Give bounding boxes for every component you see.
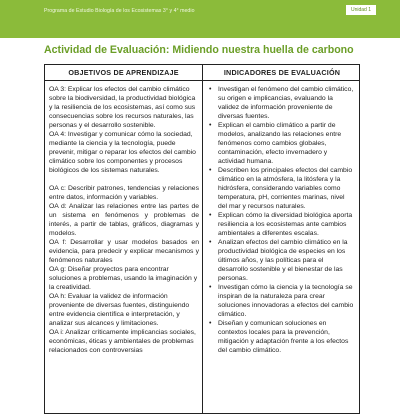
indicators-header: INDICADORES DE EVALUACIÓN (223, 68, 341, 77)
page-title: Actividad de Evaluación: Midiendo nuestra huella de carbono (44, 44, 354, 56)
header-bar (0, 0, 400, 38)
program-label: Programa de Estudio Biología de los Ecosistemas 3° y 4° medio (44, 8, 195, 14)
indicator-text: Investigan el fenómeno del cambio climático, su origen e implicancias, evaluando la validez de información proveniente de diversas fuentes. (218, 86, 354, 120)
indicators-column (208, 85, 354, 355)
indicator-item (208, 85, 354, 121)
indicator-item (208, 166, 354, 211)
indicator-text: Describen los principales efectos del cambio climático en la atmósfera, la litósfera y la hidrósfera, considerando variables como temperatura, pH, corrientes marinas, nivel del mar y recursos naturales. (218, 167, 353, 210)
indicator-item (208, 319, 354, 355)
indicator-text: Diseñan y comunican soluciones en contextos locales para la prevención, mitigación y adaptación frente a los efectos del cambio climático. (218, 320, 349, 354)
objective-item: OA c: Describir patrones, tendencias y relaciones entre datos, información y variables. (49, 185, 199, 201)
column-divider (202, 65, 203, 413)
objective-item: OA h: Evaluar la validez de información proveniente de diversas fuentes, distinguiendo entre evidencia científica e interpretación, y analizar sus alcances y limitaciones. (49, 293, 190, 327)
indicator-text: Analizan efectos del cambio climático en la productividad biológica de especies en los últimos años, y las políticas para el desarrollo sostenible y el bienestar de las personas. (218, 239, 348, 282)
evaluation-table (44, 64, 360, 414)
objective-item: OA f: Desarrollar y usar modelos basados en evidencia, para predecir y explicar mecanismos y fenómenos naturales (49, 239, 199, 264)
indicator-item (208, 283, 354, 319)
bullet-icon: • (209, 284, 212, 291)
objective-item: OA i: Analizar críticamente implicancias sociales, económicas, éticas y ambientales de problemas relacionados con controversias (49, 329, 196, 354)
indicator-text: Explican el cambio climático a partir de modelos, analizando las relaciones entre fenómenos como cambios globales, contaminación, efecto invernadero y actividad humana. (218, 122, 342, 165)
objective-item: OA d: Analizar las relaciones entre las partes de un sistema en fenómenos y problemas de interés, a partir de tablas, gráficos, diagramas y modelos. (49, 203, 199, 237)
indicator-text: Explican cómo la diversidad biológica aporta resiliencia a los ecosistemas ante cambios ambientales a diferentes escalas. (218, 212, 353, 237)
indicators-list (208, 85, 354, 355)
indicator-item (208, 211, 354, 238)
objectives-column (49, 85, 199, 355)
bullet-icon: • (209, 86, 212, 93)
bullet-icon: • (209, 239, 212, 246)
objective-item: OA 3: Explicar los efectos del cambio climático sobre la biodiversidad, la productividad biológica y la resiliencia de los ecosistemas, así como sus consecuencias sobre los recursos naturales, las personas y el desarrollo sostenible. (49, 86, 196, 129)
header-divider (45, 80, 359, 81)
objective-item: OA 4: Investigar y comunicar cómo la sociedad, mediante la ciencia y la tecnología, puede prevenir, mitigar o reparar los efectos del cambio climático sobre los componentes y procesos biológicos de los sistemas naturales. (49, 131, 196, 174)
unit-badge: Unidad 1 (346, 5, 376, 15)
objective-item: OA g: Diseñar proyectos para encontrar soluciones a problemas, usando la imaginación y la creatividad. (49, 266, 198, 291)
bullet-icon: • (209, 167, 212, 174)
bullet-icon: • (209, 122, 212, 129)
bullet-icon: • (209, 212, 212, 219)
objectives-header: OBJETIVOS DE APRENDIZAJE (68, 68, 179, 77)
indicator-item (208, 238, 354, 283)
indicator-text: Investigan cómo la ciencia y la tecnología se inspiran de la naturaleza para crear soluciones innovadoras a efectos del cambio climático. (218, 284, 354, 318)
indicator-item (208, 121, 354, 166)
bullet-icon: • (209, 320, 212, 327)
